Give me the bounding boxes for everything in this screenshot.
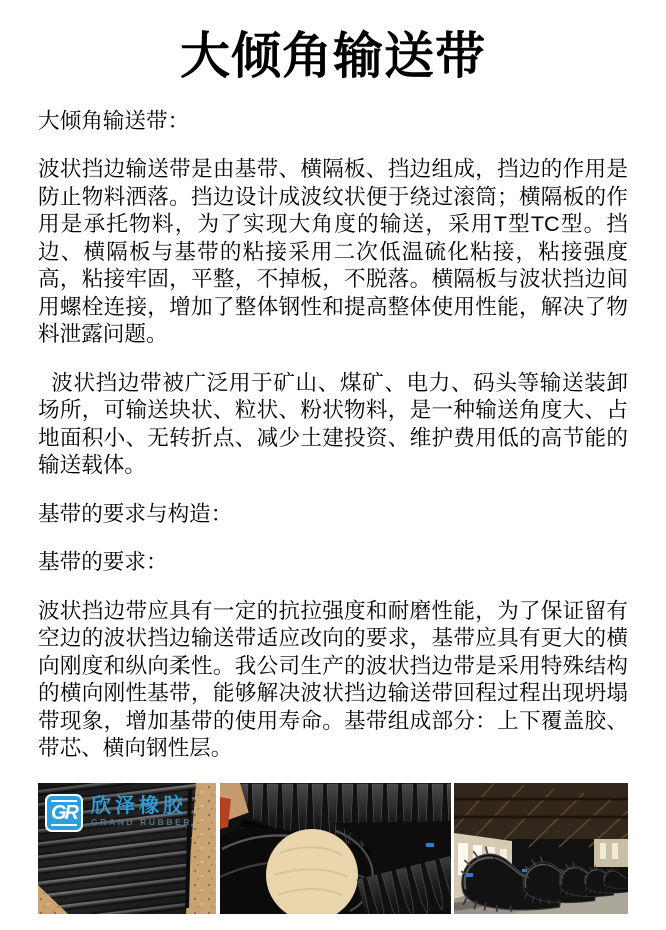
brand-logo [45, 794, 192, 832]
paragraph-baseband-heading: 基带的要求与构造： [38, 500, 233, 526]
factory-illustration [454, 783, 628, 914]
paragraph-lead: 大倾角输送带： [38, 107, 190, 133]
photo-sidewall-belt-loop [220, 783, 451, 914]
brand-monogram: GR [51, 801, 77, 824]
photo-corrugated-sidewall-closeup [38, 783, 216, 914]
brand-logo-mark-icon [45, 794, 83, 832]
photo-factory-belt-row [454, 783, 628, 914]
page-title: 大倾角输送带 [180, 28, 486, 84]
paragraph-applications: 波状挡边带被广泛用于矿山、煤矿、电力、码头等输送装卸场所，可输送块状、粒状、粉状物料，是一种输送角度大、占地面积小、无转折点、减少土建投资、维护费用低的高节能的输送载体。 [38, 369, 628, 477]
product-photo-gallery [38, 783, 628, 914]
paragraph-baseband-detail: 波状挡边带应具有一定的抗拉强度和耐磨性能，为了保证留有空边的波状挡边输送带适应改向的要求，基带应具有更大的横向刚度和纵向柔性。我公司生产的波状挡边带是采用特殊结构的横向刚性基带，能够解决波状挡边输送带回程过程出现坍塌带现象，增加基带的使用寿命。基带组成部分：上下覆盖胶、带芯、横向钢性层。 [38, 597, 628, 760]
belt-loop-illustration [220, 783, 451, 914]
brand-name-en: GRAND RUBBER [91, 816, 193, 827]
brand-logo-text [91, 794, 192, 828]
paragraph-baseband-requirement-heading: 基带的要求： [38, 549, 168, 574]
paragraph-structure: 波状挡边输送带是由基带、横隔板、挡边组成，挡边的作用是防止物料洒落。挡边设计成波纹状便于绕过滚筒；横隔板的作用是承托物料，为了实现大角度的输送，采用T型TC型。挡边、横隔板与基带的粘接采用二次低温硫化粘接，粘接强度高，粘接牢固，平整，不掉板，不脱落。横隔板与波状挡边间用螺栓连接，增加了整体钢性和提高整体使用性能，解决了物料泄露问题。 [38, 156, 628, 346]
brand-name-cn: 欣泽橡胶 [91, 794, 187, 817]
